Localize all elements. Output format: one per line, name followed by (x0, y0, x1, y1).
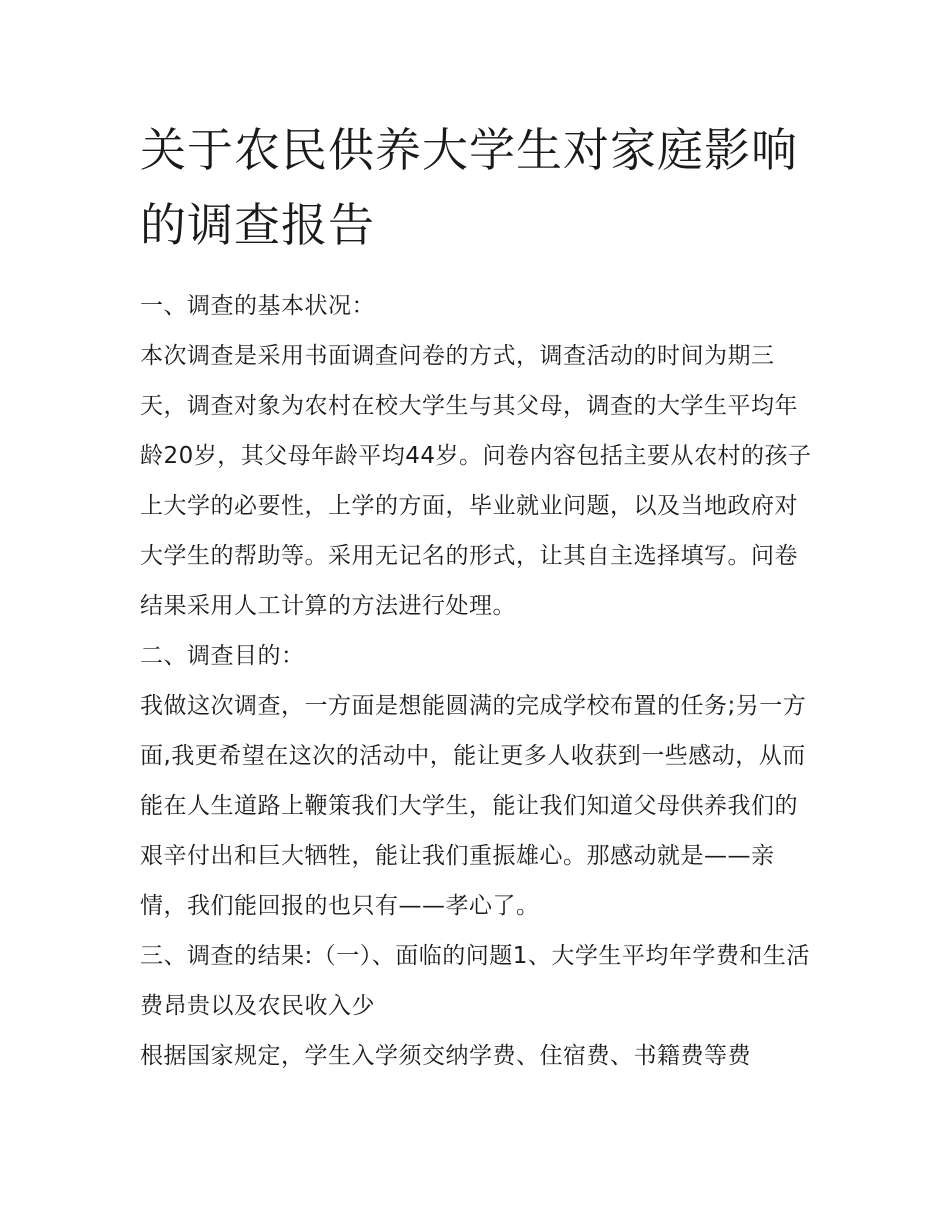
document-page (140, 113, 820, 1081)
section-3-body: 根据国家规定，学生入学须交纳学费、住宿费、书籍费等费 (140, 1043, 751, 1069)
section-1-body: 本次调查是采用书面调查问卷的方式，调查活动的时间为期三天，调查对象为农村在校大学生与其父母，调查的大学生平均年龄20岁，其父母年龄平均44岁。问卷内容包括主要从农村的孩子上大学的必要性，上学的方面，毕业就业问题，以及当地政府对大学生的帮助等。采用无记名的形式，让其自主选择填写。问卷结果采用人工计算的方法进行处理。 (140, 343, 812, 619)
section-2-heading: 二、调查目的： (140, 643, 305, 669)
section-3-heading: 三、调查的结果:（一）、面临的问题1、大学生平均年学费和生活费昂贵以及农民收入少 (140, 943, 810, 1019)
section-2-body: 我做这次调查，一方面是想能圆满的完成学校布置的任务;另一方面,我更希望在这次的活动中，能让更多人收获到一些感动，从而能在人生道路上鞭策我们大学生，能让我们知道父母供养我们的艰辛付出和巨大牺牲，能让我们重振雄心。那感动就是——亲情，我们能回报的也只有——孝心了。 (140, 693, 807, 919)
document-title: 关于农民供养大学生对家庭影响的调查报告 (140, 123, 798, 252)
section-1-heading: 一、调查的基本状况： (140, 293, 375, 319)
